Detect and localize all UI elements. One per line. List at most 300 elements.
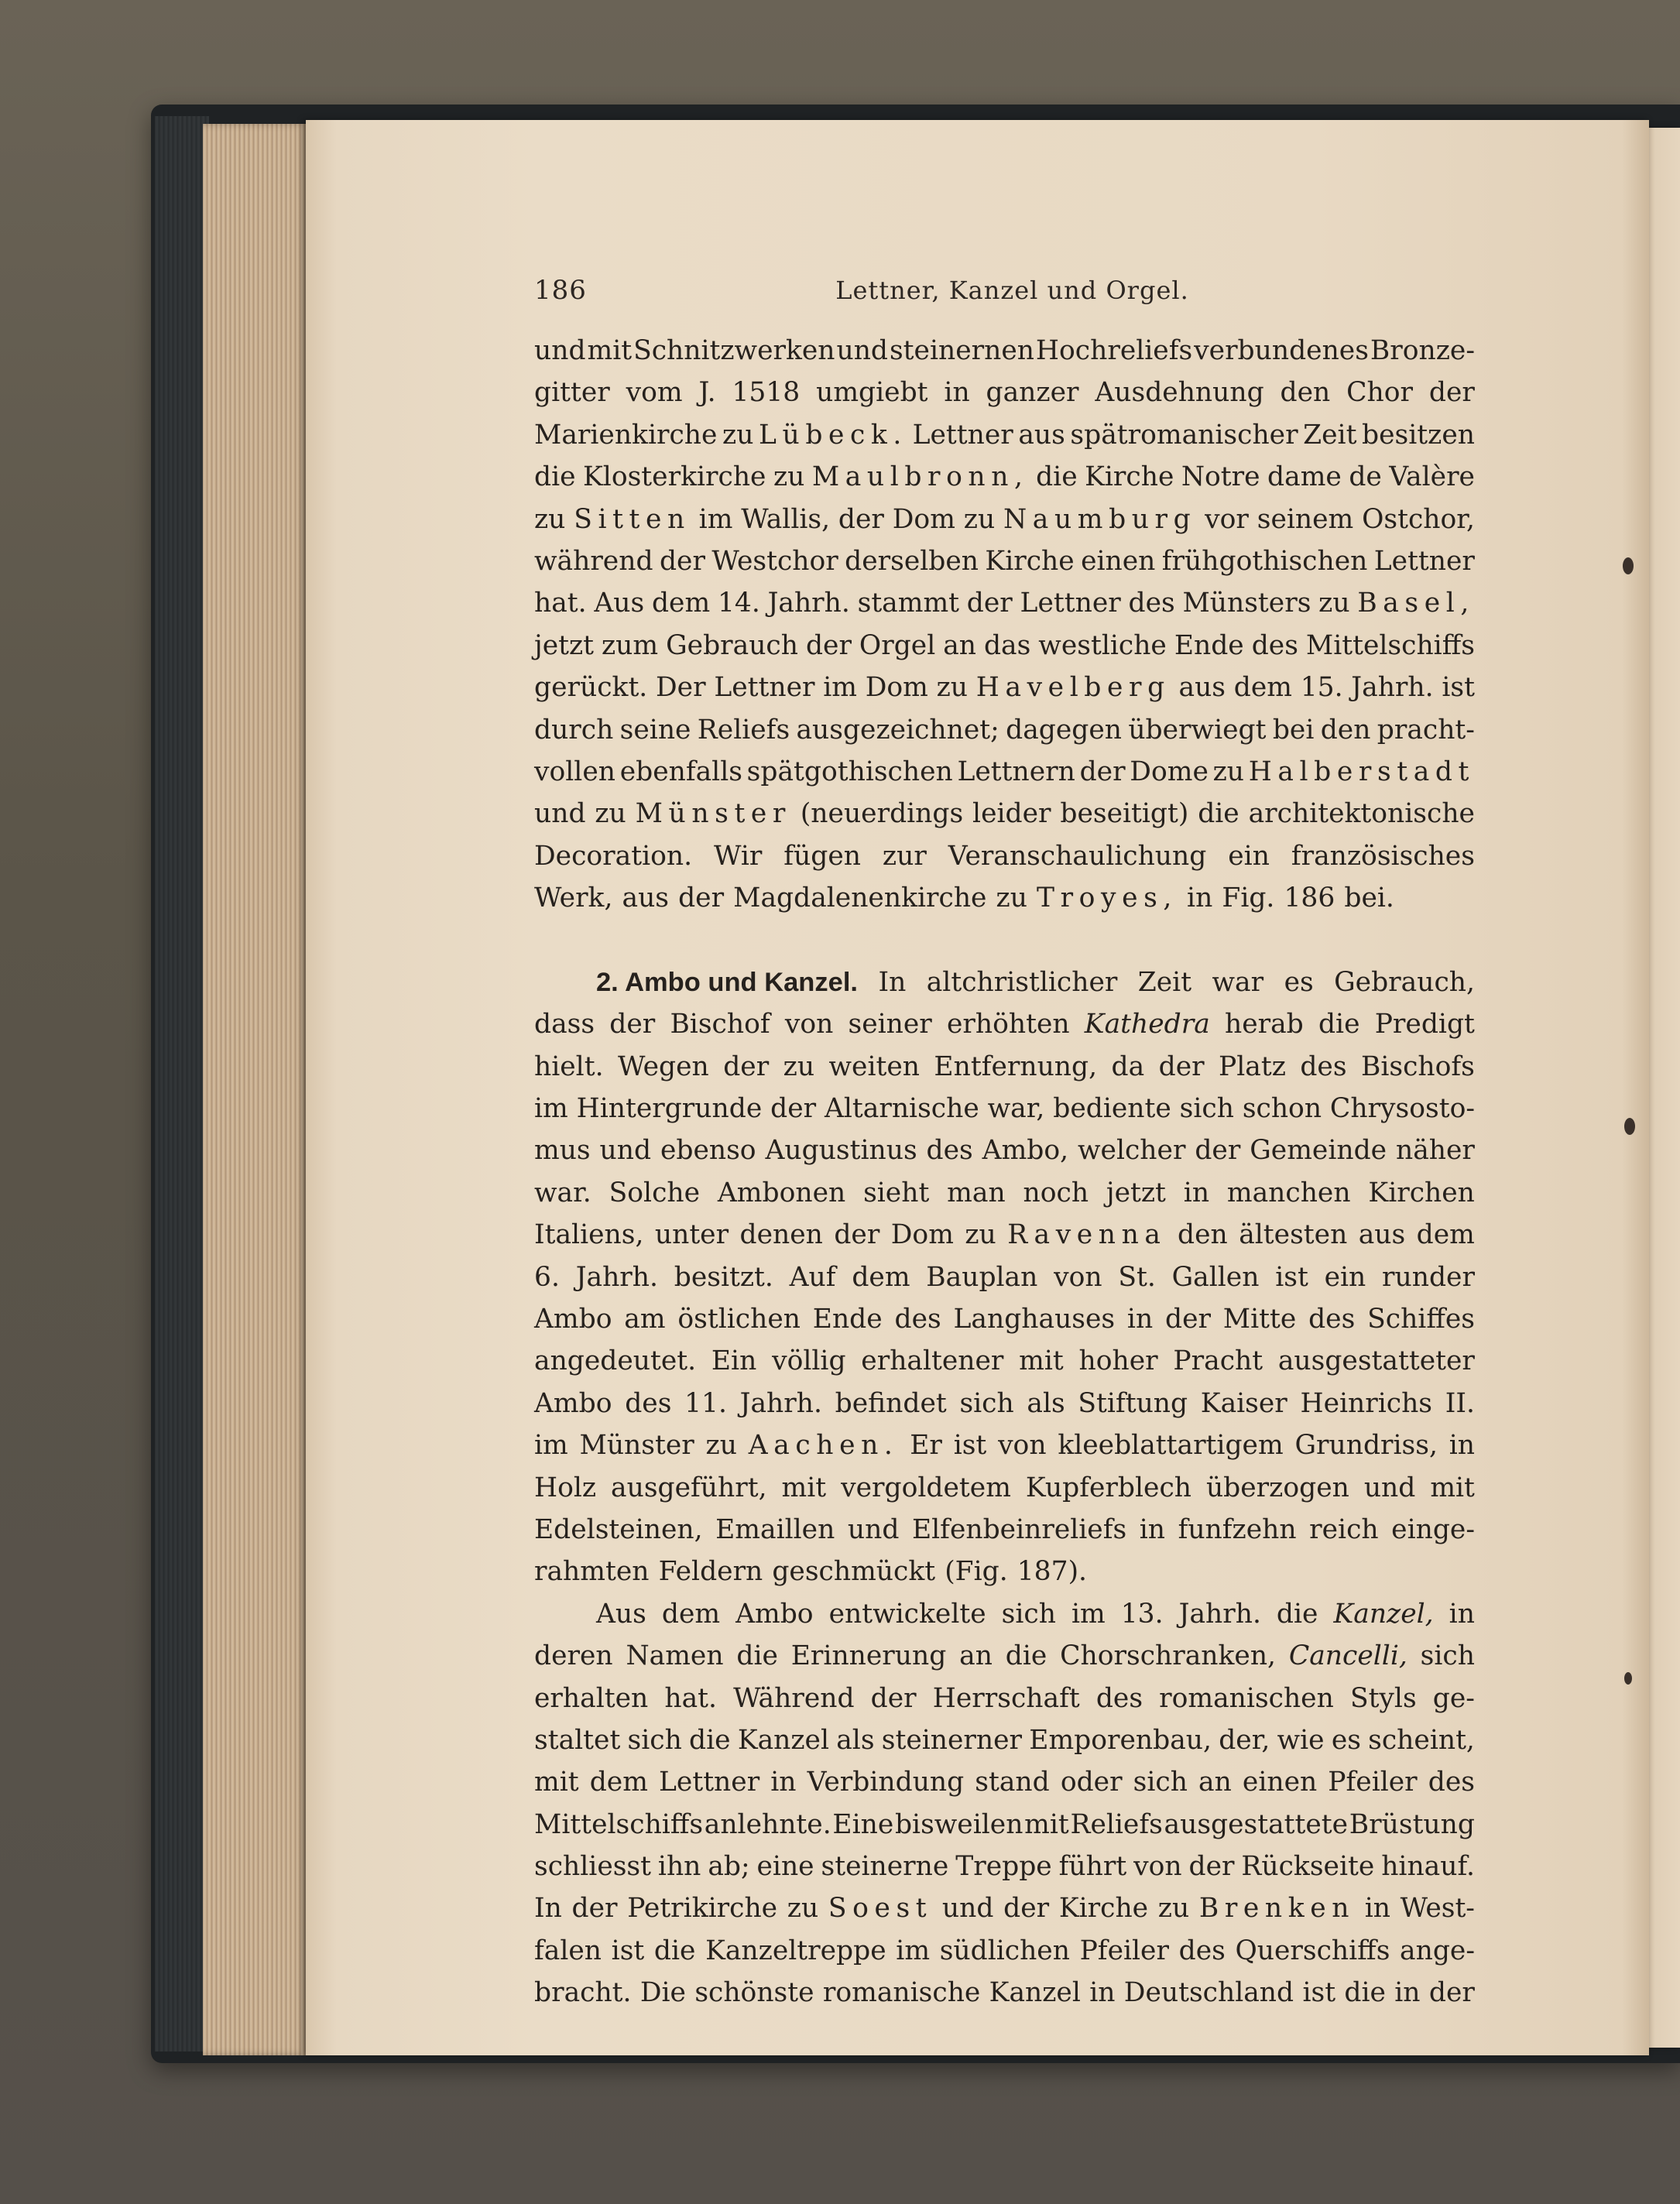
word: in	[1449, 1598, 1475, 1630]
word: Westchor	[711, 545, 838, 577]
page-number: 186	[534, 275, 587, 306]
text-line	[534, 1887, 1475, 1929]
word: Holz	[534, 1472, 597, 1503]
text-line	[534, 625, 1475, 667]
body-text	[534, 330, 1475, 2014]
text-line	[534, 793, 1475, 835]
word: das	[983, 629, 1031, 661]
word: und	[599, 1135, 652, 1167]
word: des	[894, 1303, 941, 1335]
text-line	[534, 1256, 1475, 1298]
word: der	[659, 545, 705, 577]
word: war,	[987, 1093, 1045, 1125]
word: im	[1071, 1598, 1106, 1630]
word: der	[1003, 1893, 1050, 1925]
word: Dom	[890, 1219, 954, 1251]
word: Brenken	[1198, 1893, 1356, 1925]
word: Reliefs	[697, 714, 790, 746]
word: schon	[1242, 1093, 1322, 1125]
paper-spot	[1624, 1118, 1635, 1135]
word: im	[534, 1430, 568, 1462]
word: ihn	[657, 1851, 701, 1883]
word: führt	[1058, 1851, 1127, 1883]
word: Entfernung,	[934, 1051, 1098, 1082]
page-edges	[203, 124, 307, 2055]
word: jetzt	[1106, 1177, 1166, 1208]
word: im	[823, 672, 857, 704]
word: mit	[781, 1472, 827, 1503]
word: der,	[1219, 1724, 1270, 1756]
word: ausgeführt,	[611, 1472, 767, 1503]
word: den	[1178, 1219, 1228, 1251]
word: zu	[595, 798, 626, 830]
word: Mitte	[1222, 1303, 1297, 1335]
word: Jahrh.	[1178, 1598, 1261, 1630]
word: während	[534, 545, 653, 577]
word: architektonische	[1248, 798, 1475, 830]
word: sich	[1420, 1640, 1475, 1672]
word: geschmückt	[772, 1556, 936, 1588]
text-line	[534, 456, 1475, 498]
word: (Fig.	[945, 1556, 1008, 1588]
word: an	[959, 1640, 993, 1672]
word: Platz	[1219, 1051, 1286, 1082]
word: sich	[627, 1724, 682, 1756]
word: steinerne	[821, 1851, 949, 1883]
word: seine	[619, 714, 691, 746]
text-line	[534, 1383, 1475, 1424]
word: Pracht	[1173, 1345, 1263, 1377]
word: Rückseite	[1241, 1851, 1375, 1883]
word: Münsters	[1182, 588, 1311, 619]
word: die	[1198, 798, 1239, 830]
word: dagegen	[1006, 714, 1122, 746]
word: Reliefs	[1070, 1808, 1163, 1840]
word: ist	[953, 1430, 987, 1462]
word: Troyes,	[1037, 883, 1178, 914]
word: herab	[1224, 1009, 1304, 1040]
word: aus	[1358, 1219, 1406, 1251]
word: und	[534, 798, 586, 830]
word: westliche	[1038, 629, 1167, 661]
word: pracht-	[1377, 714, 1475, 746]
word: Deutschland	[1123, 1977, 1294, 2009]
word: der	[834, 1219, 880, 1251]
word: zu	[787, 1893, 819, 1925]
word: Aus	[596, 1598, 646, 1630]
word: der	[1188, 1851, 1235, 1883]
word: in	[1126, 1303, 1154, 1335]
word: Pfeiler	[1328, 1767, 1418, 1798]
word: mit	[1430, 1472, 1475, 1503]
word: am	[624, 1303, 666, 1335]
word: der	[1164, 1303, 1211, 1335]
word: des	[1251, 629, 1298, 661]
text-line	[534, 1214, 1475, 1256]
word: Havelberg	[975, 672, 1171, 704]
word: ist	[1302, 1977, 1336, 2009]
word: 186	[1284, 883, 1335, 914]
word: und	[836, 335, 888, 366]
word: Lettner	[714, 672, 815, 704]
word: zu	[773, 461, 805, 493]
word: Aachen.	[748, 1430, 899, 1462]
word: Hintergrunde	[576, 1093, 763, 1125]
word: Mittelschiffs	[534, 1808, 704, 1840]
word: Namen	[626, 1640, 724, 1672]
word: Während	[733, 1682, 855, 1714]
paragraph-gap	[534, 919, 1475, 961]
word: Langhauses	[953, 1303, 1116, 1335]
word: in	[944, 377, 970, 409]
word: Ende	[812, 1303, 883, 1335]
word: altchristlicher	[926, 966, 1118, 998]
word: St.	[1118, 1261, 1156, 1293]
word: zur	[882, 840, 927, 872]
word: 2. Ambo und Kanzel.	[596, 967, 858, 997]
word: erhalten	[534, 1682, 649, 1714]
word: Chorschranken,	[1060, 1640, 1277, 1672]
word: manchen	[1226, 1177, 1351, 1208]
word: Schiffes	[1367, 1303, 1475, 1335]
word: Ostchor,	[1362, 503, 1475, 535]
word: dem	[661, 1598, 721, 1630]
word: zu	[965, 1219, 996, 1251]
word: vergoldetem	[841, 1472, 1011, 1503]
word: im	[698, 503, 733, 535]
word: Styls	[1349, 1682, 1417, 1714]
word: aus	[1018, 419, 1065, 451]
word: Er	[910, 1430, 942, 1462]
word: befindet	[835, 1387, 947, 1419]
word: romanische	[822, 1977, 981, 2009]
text-line	[534, 1972, 1475, 2014]
word: zum	[602, 629, 659, 661]
word: Wallis,	[741, 503, 831, 535]
word: ganzer	[986, 377, 1079, 409]
text-line	[534, 1804, 1475, 1846]
word: die	[534, 461, 576, 493]
word: stammt	[857, 588, 960, 619]
word: Notre	[1181, 461, 1260, 493]
text-line	[534, 1129, 1475, 1171]
word: von	[784, 1009, 834, 1040]
word: als	[836, 1724, 875, 1756]
word: vor	[1205, 503, 1249, 535]
word: südlichen	[939, 1935, 1070, 1966]
word: deren	[534, 1640, 613, 1672]
word: fügen	[783, 840, 862, 872]
word: zu	[1157, 1893, 1190, 1925]
word: romanischen	[1159, 1682, 1334, 1714]
word: zu	[705, 1430, 737, 1462]
text-line	[534, 1846, 1475, 1887]
word: Kanzel	[737, 1724, 830, 1756]
word: falen	[534, 1935, 602, 1966]
word: 11.	[684, 1387, 727, 1419]
word: Chrysosto-	[1329, 1093, 1475, 1125]
word: von	[998, 1430, 1047, 1462]
word: an	[1198, 1767, 1232, 1798]
word: erhaltener	[861, 1345, 1004, 1377]
word: unter	[654, 1219, 729, 1251]
word: im	[896, 1935, 931, 1966]
word: in	[1449, 1430, 1475, 1462]
word: dame	[1267, 461, 1342, 493]
word: mus	[534, 1135, 591, 1167]
word: die	[1276, 1598, 1318, 1630]
word: Aus	[594, 588, 645, 619]
word: in	[1183, 1177, 1210, 1208]
text-line	[534, 1298, 1475, 1340]
word: aus	[622, 883, 669, 914]
word: gerückt.	[534, 672, 648, 704]
word: mit	[1019, 1345, 1064, 1377]
word: der	[571, 1893, 618, 1925]
word: völlig	[772, 1345, 846, 1377]
word: Kupferblech	[1025, 1472, 1191, 1503]
word: Halberstadt	[1248, 756, 1475, 787]
text-line	[534, 1003, 1475, 1045]
word: scheint,	[1368, 1724, 1475, 1756]
word: einen	[1242, 1767, 1318, 1798]
word: ausgezeichnet;	[796, 714, 999, 746]
text-line	[534, 1551, 1475, 1592]
word: als	[1027, 1387, 1065, 1419]
word: Gemeinde	[1250, 1135, 1387, 1167]
word: der	[805, 629, 852, 661]
word: Gebrauch,	[1334, 966, 1475, 998]
word: J.	[698, 377, 716, 409]
word: zu	[534, 503, 566, 535]
word: 15.	[1300, 672, 1343, 704]
word: hoher	[1078, 1345, 1158, 1377]
word: Querschiffs	[1235, 1935, 1390, 1966]
word: ebenso	[660, 1135, 756, 1167]
word: Ambo,	[982, 1135, 1069, 1167]
word: anlehnte.	[704, 1808, 831, 1840]
word: Edelsteinen,	[534, 1513, 703, 1545]
word: der	[1428, 1977, 1475, 2009]
word: in	[1187, 883, 1213, 914]
word: zu	[963, 503, 996, 535]
word: Naumburg	[1003, 503, 1197, 535]
word: Ausdehnung	[1095, 377, 1264, 409]
word: Decoration.	[534, 840, 693, 872]
word: der	[1079, 756, 1126, 787]
word: jetzt	[534, 629, 595, 661]
word: besitzen	[1362, 419, 1475, 451]
word: Dome	[1130, 756, 1209, 787]
word: steinernen	[889, 335, 1034, 366]
word: und	[1363, 1472, 1416, 1503]
word: entwickelte	[828, 1598, 986, 1630]
word: Cancelli,	[1288, 1640, 1407, 1672]
word: Hochreliefs	[1035, 335, 1193, 366]
word: kleeblattartigem	[1058, 1430, 1284, 1462]
word: den	[1320, 714, 1371, 746]
word: umgiebt	[816, 377, 928, 409]
word: vollen	[534, 756, 615, 787]
word: der	[838, 503, 884, 535]
running-head: Lettner, Kanzel und Orgel.	[835, 276, 1189, 305]
word: Jahrh.	[1351, 672, 1434, 704]
word: Herrschaft	[932, 1682, 1080, 1714]
word: zu	[1318, 588, 1350, 619]
word: stand	[975, 1767, 1050, 1798]
word: runder	[1382, 1261, 1475, 1293]
word: rahmten	[534, 1556, 650, 1588]
text-line	[534, 1424, 1475, 1466]
word: die	[653, 1935, 696, 1966]
word: in	[1394, 1977, 1421, 2009]
text-line	[534, 1340, 1475, 1382]
word: de	[1349, 461, 1382, 493]
word: ist	[1442, 672, 1475, 704]
word: bracht.	[534, 1977, 632, 2009]
word: 1518	[732, 377, 801, 409]
word: an	[943, 629, 976, 661]
word: Veranschaulichung	[948, 840, 1207, 872]
word: weiten	[828, 1051, 920, 1082]
word: In	[878, 966, 907, 998]
word: Basel,	[1357, 588, 1475, 619]
text-line	[534, 1046, 1475, 1088]
word: Kanzel	[989, 1977, 1081, 2009]
word: und	[847, 1513, 900, 1545]
word: Eine	[832, 1808, 894, 1840]
word: Lettnern	[957, 756, 1075, 787]
word: ge-	[1432, 1682, 1475, 1714]
word: mit	[534, 1767, 579, 1798]
text-line	[534, 1930, 1475, 1972]
word: Lettner	[912, 419, 1013, 451]
word: Sitten	[574, 503, 691, 535]
text-line	[534, 582, 1475, 624]
word: überzogen	[1205, 1472, 1349, 1503]
word: Magdalenenkirche	[733, 883, 987, 914]
text-line	[534, 1172, 1475, 1214]
word: bei	[1272, 714, 1315, 746]
text-line	[534, 1593, 1475, 1635]
word: Elfenbeinreliefs	[911, 1513, 1127, 1545]
word: einge-	[1391, 1513, 1475, 1545]
text-line	[534, 751, 1475, 793]
word: welcher	[1078, 1135, 1186, 1167]
word: und	[534, 335, 586, 366]
word: (neuerdings	[800, 798, 964, 830]
word: Heinrichs	[1300, 1387, 1433, 1419]
word: 6.	[534, 1261, 560, 1293]
word: der	[966, 588, 1013, 619]
word: seiner	[848, 1009, 932, 1040]
word: zu	[936, 672, 969, 704]
word: französisches	[1291, 840, 1475, 872]
word: gitter	[534, 377, 610, 409]
word: bisweilen	[894, 1808, 1023, 1840]
word: zu	[996, 883, 1027, 914]
word: Münster	[579, 1430, 694, 1462]
word: östlichen	[677, 1303, 801, 1335]
word: Zeit	[1137, 966, 1192, 998]
word: vom	[626, 377, 683, 409]
word: Auf	[789, 1261, 836, 1293]
word: Pfeiler	[1079, 1935, 1169, 1966]
word: Jahrh.	[575, 1261, 658, 1293]
word: Ambo	[534, 1387, 612, 1419]
word: der	[1195, 1135, 1241, 1167]
word: Lettner	[1020, 588, 1121, 619]
word: in	[1139, 1513, 1166, 1545]
word: Bischof	[670, 1009, 770, 1040]
word: sich	[1179, 1093, 1234, 1125]
word: Lettner	[1373, 545, 1475, 577]
text-line	[534, 1678, 1475, 1719]
word: Predigt	[1374, 1009, 1475, 1040]
word: Gallen	[1171, 1261, 1260, 1293]
word: Lübeck.	[759, 419, 907, 451]
text-line	[534, 709, 1475, 751]
word: war	[1212, 966, 1264, 998]
word: In	[534, 1893, 562, 1925]
word: Ende	[1174, 629, 1244, 661]
word: die	[1005, 1640, 1047, 1672]
paper-spot	[1623, 557, 1634, 574]
word: Kirche	[1058, 1893, 1149, 1925]
word: Emaillen	[715, 1513, 835, 1545]
word: Ambonen	[717, 1177, 846, 1208]
word: Münster	[635, 798, 791, 830]
word: ange-	[1400, 1935, 1475, 1966]
word: Der	[656, 672, 706, 704]
word: schönste	[694, 1977, 814, 2009]
text-line	[534, 1467, 1475, 1509]
word: Valère	[1389, 461, 1475, 493]
word: Maulbronn,	[811, 461, 1029, 493]
cover-cloth-spine	[155, 116, 209, 2051]
word: in	[770, 1767, 797, 1798]
word: sieht	[863, 1177, 930, 1208]
word: spätromanischer	[1070, 419, 1298, 451]
word: die	[1318, 1009, 1360, 1040]
word: derselben	[845, 545, 979, 577]
word: eine	[756, 1851, 814, 1883]
word: ein	[1324, 1261, 1366, 1293]
word: Kanzel,	[1333, 1598, 1434, 1630]
word: staltet	[534, 1724, 621, 1756]
word: des	[926, 1135, 973, 1167]
word: reich	[1309, 1513, 1379, 1545]
word: Mittelschiffs	[1305, 629, 1475, 661]
word: erhöhten	[946, 1009, 1070, 1040]
word: Brüstung	[1349, 1808, 1475, 1840]
word: 13.	[1120, 1598, 1164, 1630]
word: Feldern	[658, 1556, 763, 1588]
word: in	[1089, 1977, 1116, 2009]
text-line	[534, 1509, 1475, 1551]
word: des	[1428, 1767, 1475, 1798]
word: Kirchen	[1368, 1177, 1475, 1208]
word: Soest	[828, 1893, 933, 1925]
word: Bauplan	[926, 1261, 1038, 1293]
word: Erinnerung	[790, 1640, 947, 1672]
word: Augustinus	[765, 1135, 917, 1167]
word: West-	[1400, 1893, 1475, 1925]
word: schliesst	[534, 1851, 652, 1883]
word: 14.	[717, 588, 760, 619]
word: zu	[722, 419, 754, 451]
word: noch	[1023, 1177, 1089, 1208]
